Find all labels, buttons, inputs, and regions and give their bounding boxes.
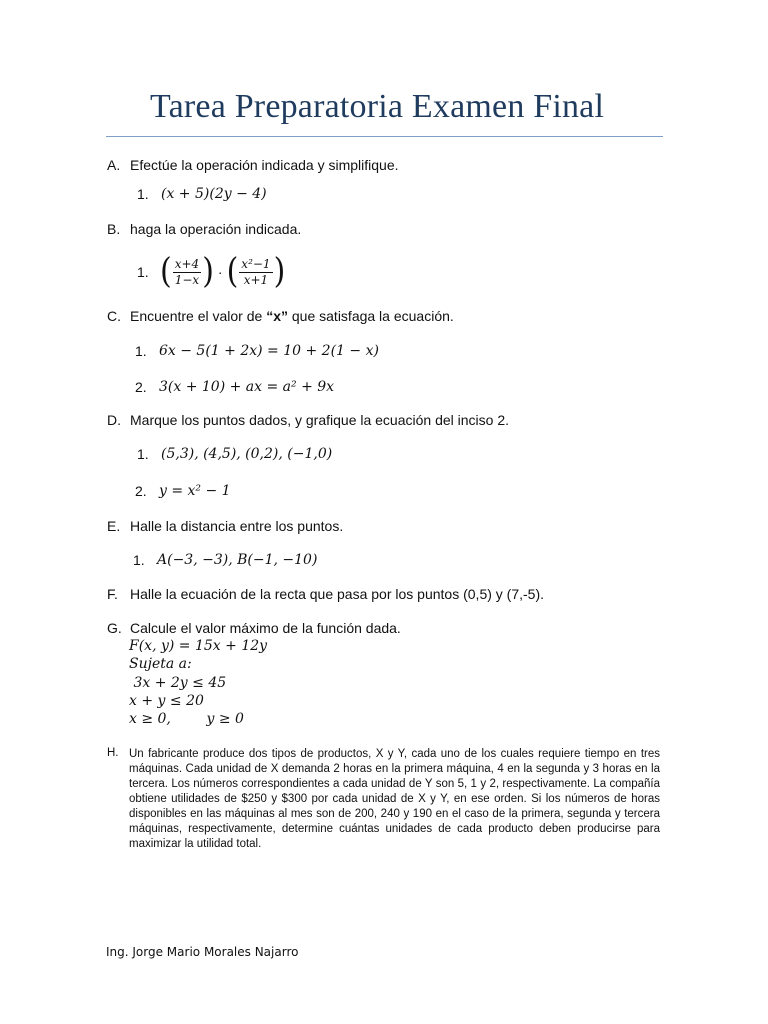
- item-number: 1.: [137, 446, 149, 462]
- item-number: 1.: [133, 552, 145, 568]
- expression: A(−3, −3), B(−1, −10): [157, 552, 318, 568]
- expression: y = x² − 1: [159, 483, 231, 499]
- question-d-letter: D.: [107, 412, 121, 428]
- question-h-letter: H.: [107, 747, 119, 759]
- item-number: 1.: [137, 264, 149, 280]
- fraction-1: [173, 257, 201, 288]
- item-number: 2.: [135, 483, 147, 499]
- constraint-2: x + y ≤ 20: [129, 693, 204, 709]
- question-a-text: Efectúe la operación indicada y simplifique.: [130, 157, 399, 173]
- expression: 6x − 5(1 + 2x) = 10 + 2(1 − x): [159, 343, 379, 359]
- question-a-letter: A.: [107, 157, 121, 173]
- fraction-1-denominator: 1−x: [174, 272, 200, 287]
- paren-left: (: [226, 251, 239, 292]
- subject-to-label: Sujeta a:: [129, 656, 192, 672]
- expression: (5,3), (4,5), (0,2), (−1,0): [161, 446, 333, 462]
- multiply-operator: ·: [217, 264, 223, 280]
- question-g-letter: G.: [107, 620, 122, 636]
- fraction-1-numerator: x+4: [174, 256, 200, 271]
- question-b-text: haga la operación indicada.: [130, 221, 302, 237]
- question-f-letter: F.: [107, 586, 118, 602]
- question-c-text: [130, 308, 454, 324]
- fraction-2-numerator: x²−1: [241, 256, 271, 271]
- question-b-fraction-expression: [160, 251, 286, 292]
- expression: 3(x + 10) + ax = a² + 9x: [159, 379, 335, 395]
- question-b-letter: B.: [107, 221, 121, 237]
- question-g-text: Calcule el valor máximo de la función dada.: [130, 620, 401, 636]
- paren-right: ): [273, 251, 286, 292]
- paren-right: ): [202, 251, 214, 292]
- objective-function: F(x, y) = 15x + 12y: [129, 638, 268, 654]
- question-c-letter: C.: [107, 308, 121, 324]
- item-number: 2.: [135, 379, 147, 395]
- question-e-text: Halle la distancia entre los puntos.: [130, 518, 344, 534]
- item-number: 1.: [137, 186, 149, 202]
- constraint-nonnegativity: x ≥ 0, y ≥ 0: [129, 711, 244, 727]
- question-c-text-pre: Encuentre el valor de: [130, 308, 267, 324]
- item-number: 1.: [135, 343, 147, 359]
- question-d-text: Marque los puntos dados, y grafique la ecuación del inciso 2.: [130, 412, 510, 428]
- question-c-text-bold: “x”: [266, 308, 288, 324]
- expression: (x + 5)(2y − 4): [161, 186, 267, 202]
- page-title: Tarea Preparatoria Examen Final: [150, 88, 605, 125]
- question-h-text: Un fabricante produce dos tipos de productos, X y Y, cada uno de los cuales requiere tiempo en tres máquinas. Cada unidad de X demanda 2 horas en la primera máquina, 4 en la segunda y 3 horas en la tercera. Los números correspondientes a cada unidad de Y son 5, 1 y 2, respectivamente. La compañía obtiene utilidades de $250 y $300 por cada unidad de X y Y, en ese orden. Si los números de horas disponibles en las máquinas al mes son de 200, 240 y 190 en el caso de la primera, segunda y tercera máquinas, respectivamente, determine cuántas unidades de cada producto deben producirse para maximizar la utilidad total.: [129, 748, 660, 850]
- fraction-2: [239, 257, 272, 288]
- question-e-letter: E.: [107, 518, 121, 534]
- title-underline: [106, 136, 663, 137]
- author-footer: Ing. Jorge Mario Morales Najarro: [106, 945, 299, 959]
- fraction-2-denominator: x+1: [243, 272, 269, 287]
- constraint-1: 3x + 2y ≤ 45: [129, 675, 227, 691]
- question-c-text-post: que satisfaga la ecuación.: [288, 308, 454, 324]
- question-f-text: Halle la ecuación de la recta que pasa por los puntos (0,5) y (7,-5).: [130, 586, 545, 602]
- paren-left: (: [160, 251, 172, 292]
